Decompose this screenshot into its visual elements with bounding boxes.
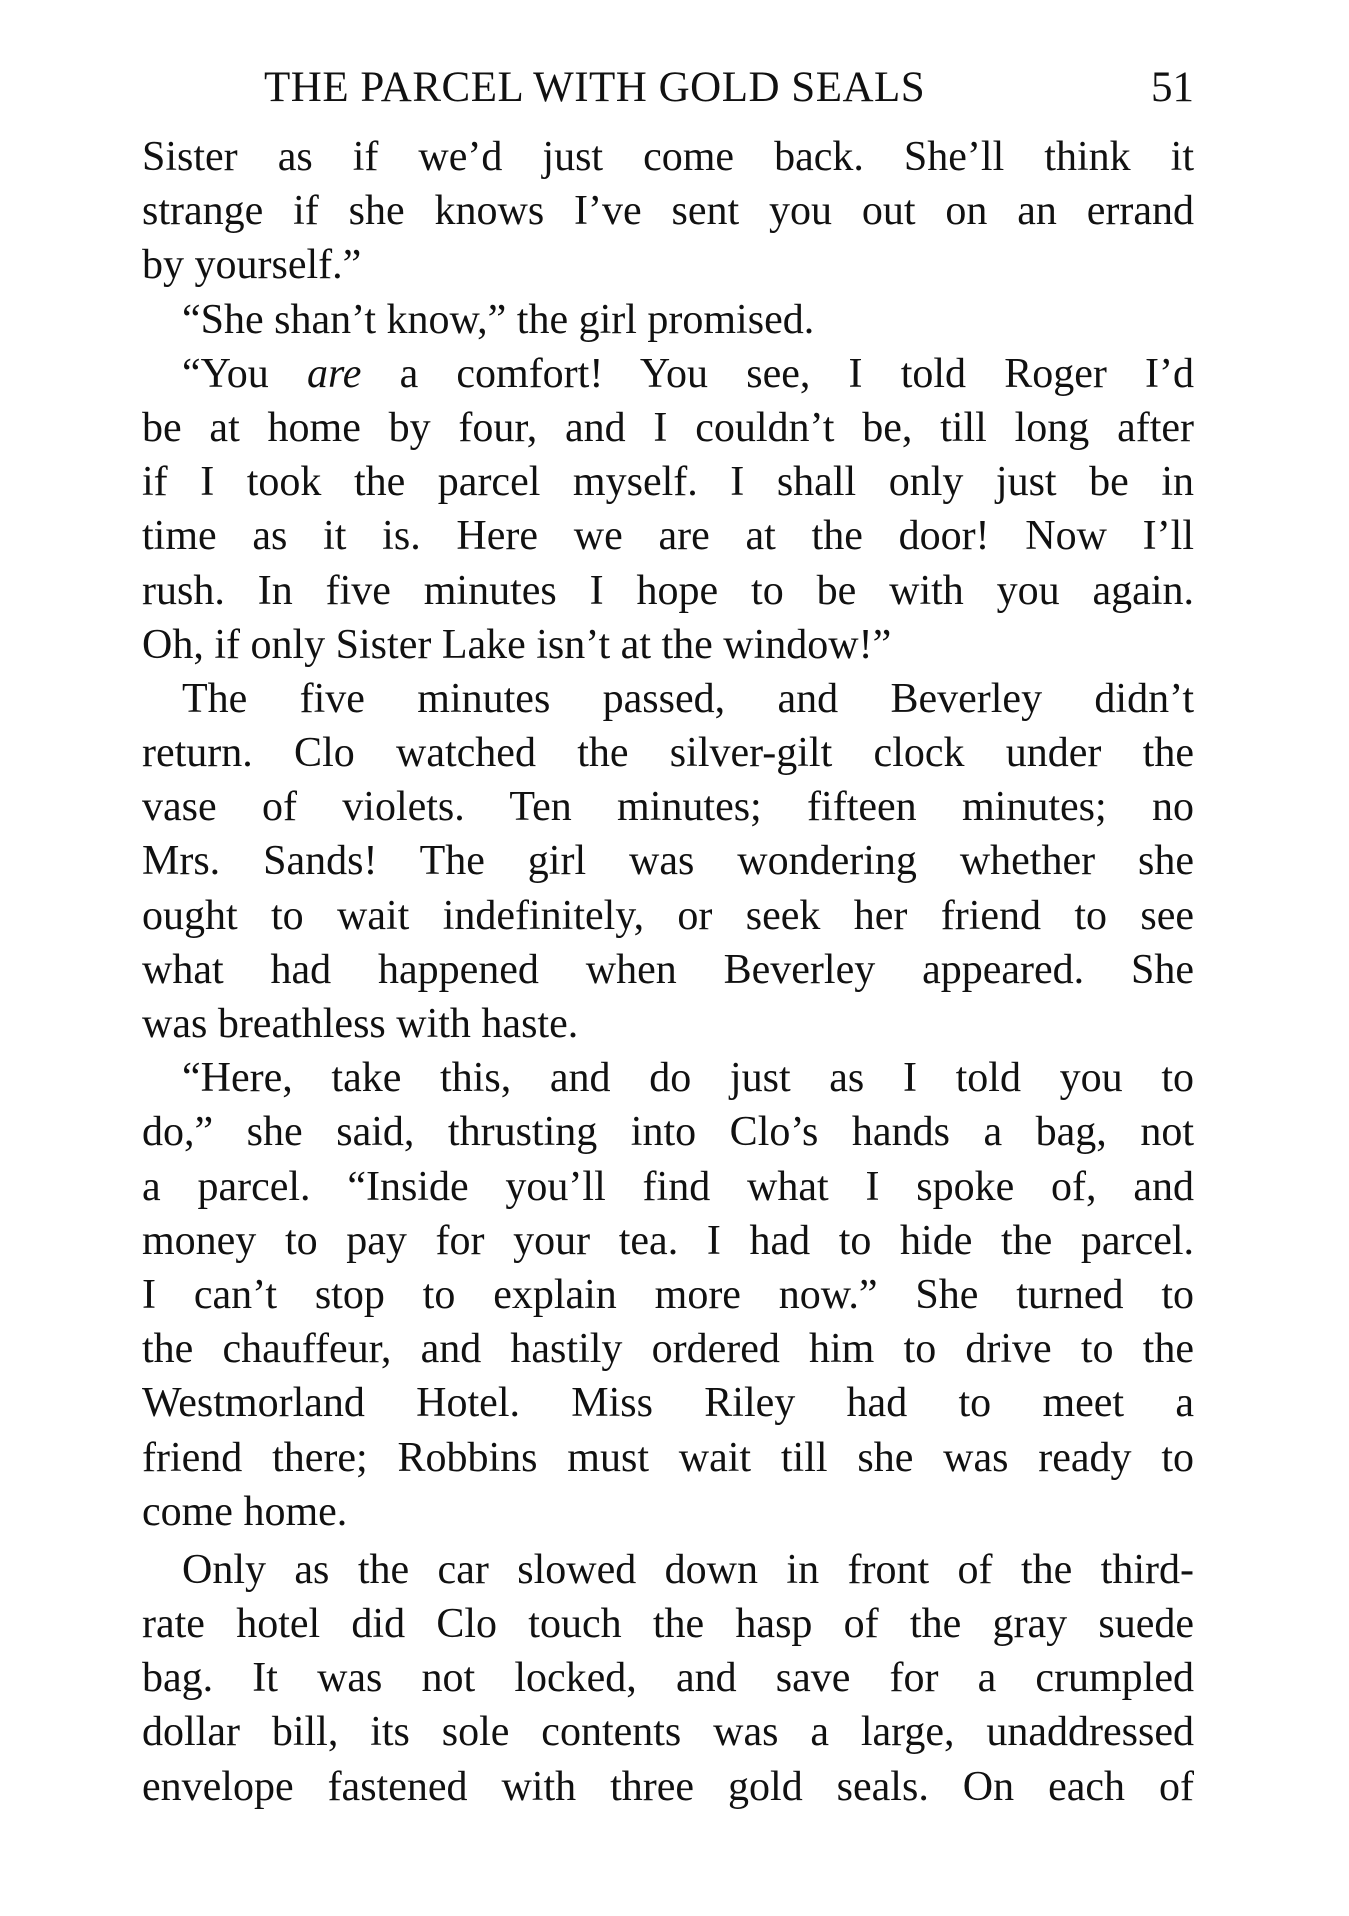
text-line: Mrs. Sands! The girl was wondering whether she: [142, 838, 1194, 885]
text-line: if I took the parcel myself. I shall only just be in: [142, 459, 1194, 506]
text-line: return. Clo watched the silver-gilt clock under the: [142, 730, 1194, 777]
text-line: dollar bill, its sole contents was a large, unaddressed: [142, 1709, 1194, 1756]
text-line: rate hotel did Clo touch the hasp of the gray suede: [142, 1601, 1194, 1648]
text-line: envelope fastened with three gold seals. On each of: [142, 1763, 1194, 1810]
text-line: Sister as if we’d just come back. She’ll think it: [142, 134, 1194, 180]
text-line: was breathless with haste.: [142, 1001, 579, 1047]
text-line: Oh, if only Sister Lake isn’t at the window!”: [142, 621, 892, 668]
text-line: money to pay for your tea. I had to hide the parcel.: [142, 1217, 1194, 1264]
text-line: “She shan’t know,” the girl promised.: [182, 296, 815, 343]
running-title: THE PARCEL WITH GOLD SEALS: [264, 64, 926, 111]
text-line: come home.: [142, 1488, 348, 1535]
text-line: Only as the car slowed down in front of the third-: [182, 1546, 1194, 1593]
text-line: I can’t stop to explain more now.” She turned to: [142, 1271, 1194, 1318]
text-line: by yourself.”: [142, 242, 362, 289]
text-line: what had happened when Beverley appeared. She: [142, 946, 1194, 993]
text-line: be at home by four, and I couldn’t be, till long after: [142, 404, 1194, 451]
text-segment: a comfort! You see, I told Roger I’d: [361, 350, 1194, 397]
italic-emphasis: are: [306, 350, 362, 397]
text-line: the chauffeur, and hastily ordered him to drive to the: [142, 1326, 1194, 1373]
text-line: strange if she knows I’ve sent you out on an errand: [142, 188, 1194, 235]
text-segment: “You: [182, 350, 307, 397]
text-line: do,” she said, thrusting into Clo’s hands a bag, not: [142, 1109, 1194, 1156]
page-number: 51: [1151, 64, 1194, 111]
text-line: Westmorland Hotel. Miss Riley had to meet a: [142, 1380, 1194, 1427]
text-line: [142, 347, 1194, 401]
text-line: a parcel. “Inside you’ll find what I spoke of, and: [142, 1163, 1194, 1210]
running-header: [142, 58, 1194, 118]
text-line: ought to wait indefinitely, or seek her friend to see: [142, 892, 1194, 939]
text-line: friend there; Robbins must wait till she was ready to: [142, 1434, 1194, 1481]
body-text: [142, 130, 1194, 1814]
text-line: bag. It was not locked, and save for a crumpled: [142, 1655, 1194, 1702]
text-line: time as it is. Here we are at the door! Now I’ll: [142, 513, 1194, 560]
text-line: “Here, take this, and do just as I told you to: [182, 1055, 1194, 1102]
text-line: vase of violets. Ten minutes; fifteen minutes; no: [142, 784, 1194, 831]
text-line: The five minutes passed, and Beverley didn’t: [182, 675, 1194, 722]
text-line: rush. In five minutes I hope to be with you again.: [142, 567, 1194, 614]
